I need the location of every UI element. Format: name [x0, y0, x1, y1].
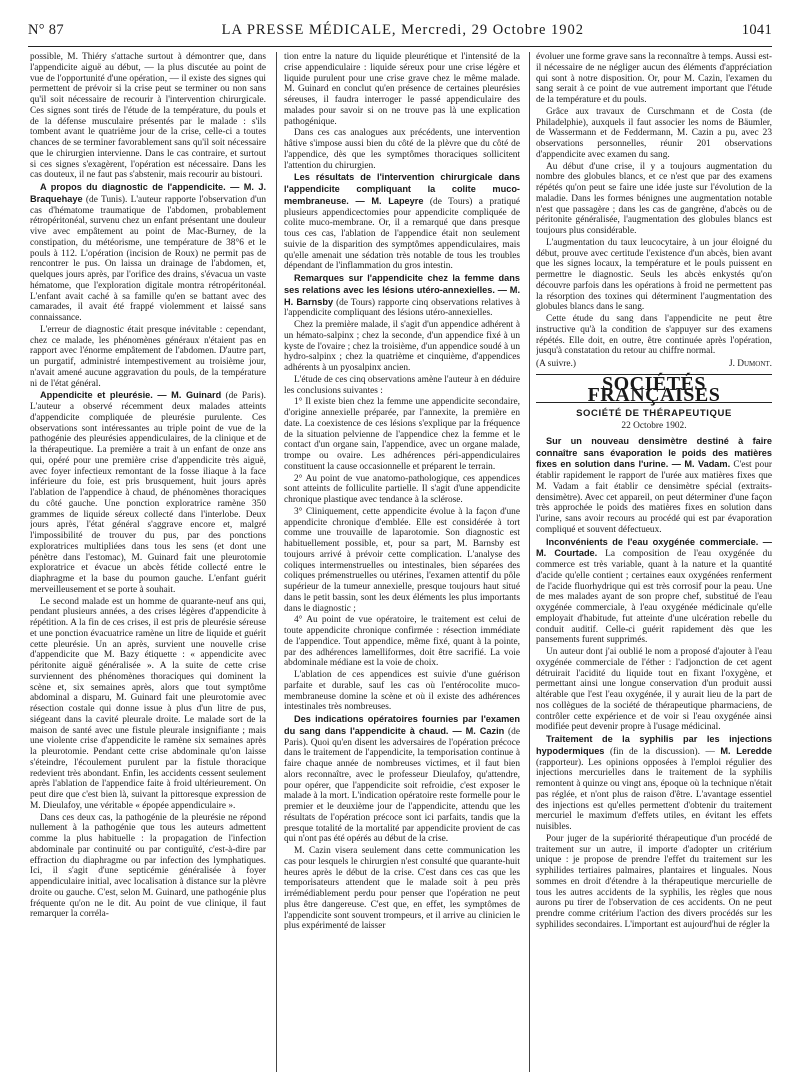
paragraph — [284, 714, 520, 845]
column-divider — [276, 52, 277, 1072]
paragraph: 4° Au point de vue opératoire, le traitement est celui de toute appendicite chronique confirmée : résection immédiate de l'appendice. Tout appendice, même fixé, quant à la pointe, par des adhérences lamelliformes, doit être sacrifié. La voie abdominale médiane est la voie de choix. — [284, 615, 520, 669]
column-1 — [30, 52, 266, 1074]
paragraph: tion entre la nature du liquide pleurétique et l'intensité de la crise appendiculaire : liquide séreux pour une crise légère et liquide purulent pour une crise grave chez le même malade. M. Guinard en conclut qu'en présence de certaines pleurésies séreuses, il faudra interroger le passé appendiculaire des malades pour savoir si on ne trouve pas là une explication pathogénique. — [284, 52, 520, 127]
paragraph: Grâce aux travaux de Curschmann et de Costa (de Philadelphie), auxquels il faut associer les noms de Bäumler, de Wassermann et de Feddermann, M. Cazin a pu, avec 23 observations personnelles, réunir 201 observations d'appendicite avec examen du sang. — [536, 106, 772, 160]
paragraph: Cette étude du sang dans l'appendicite ne peut être instructive qu'à la condition de s'appuyer sur des examens répétés. Elle doit, en outre, être continuée après l'opération, jusqu'à constatation du retour au chiffre normal. — [536, 314, 772, 357]
paragraph-text: (de Tours) rapporte cinq observations relatives à l'appendicite compliquant des lésions utéro-annexielles. — [284, 297, 520, 319]
paragraph — [536, 436, 772, 536]
column-3 — [536, 52, 772, 1074]
paragraph: possible, M. Thiéry s'attache surtout à démontrer que, dans l'appendicite aiguë au début, — la plus discutée au point de vue de l'opportunité d'une opération, — il existe des signes qui permettent de prévoir si la crise peut se terminer ou non sans qu'il soit nécessaire de recourir à l'intervention chirurgicale. Ces signes sont tirés de l'étude de la température, du pouls et de la défense musculaire présentés par le malade : s'ils tombent avant le quatrième jour de la crise, celle-ci a toutes chances de se terminer favorablement sans qu'il soit nécessaire que le chirurgien intervienne. Dans le cas contraire, et surtout si ces signes s'exagèrent, l'opération est nécessaire. Dans les cas douteux, il ne faut pas s'abstenir, mais recourir au bistouri. — [30, 52, 266, 181]
article-footer — [536, 359, 772, 370]
paragraph: Dans ces cas analogues aux précédents, une intervention hâtive s'impose aussi bien du côté de la plèvre que du côté de l'appendice, dès que les symptômes thoraciques sollicitent l'attention du chirurgien. — [284, 128, 520, 171]
paragraph: Le second malade est un homme de quarante-neuf ans qui, pendant plusieurs années, a des crises légères d'appendicite à répétition. A la fin de ces crises, il est pris de pleurésie séreuse et une ponction évacuatrice ramène un litre de liquide et guérit cette pleurésie. Un an après, survient une nouvelle crise d'appendicite que M. Bazy étiquette : « appendicite avec péritonite aiguë généralisée ». A la suite de cette crise surviennent des phénomènes thoraciques qui dominent la scène et, six semaines après, alors que tout symptôme abdominal a disparu, M. Guinard fait une pleurotomie avec résection costale qui donne issue à plus d'un litre de pus, siégeant dans la cavité pleurale droite. Le malade sort de la maison de santé avec une fistule pleurale insignifiante ; mais une violente crise d'appendicite le ramène six semaines après la pleurotomie. Pendant cette crise abdominale qu'on laisse s'éteindre, l'écoulement purulent par la fistule thoracique redevient très abondant. Enfin, les accidents cessent seulement après l'ablation de l'appendice faite à froid ultérieurement. On peut dire que c'est bien là, suivant la pittoresque expression de M. Dieulafoy, une véritable « épopée appendiculaire ». — [30, 596, 266, 811]
paragraph: L'augmentation du taux leucocytaire, à un jour éloigné du début, prouve avec certitude l'existence d'un abcès, bien avant que les signes locaux, la température et le pouls puissent en permettre le diagnostic. Seuls les abcès enkystés qu'on découvre parfois dans les opérations à froid ne permettent pas la résorption des toxines qui déterminent l'augmentation des globules blancs dans le sang. — [536, 237, 772, 313]
article-heading: Traitement de la syphilis par les injections hypodermiques — [536, 734, 772, 756]
paragraph-text: (de Tours) a pratiqué plusieurs appendicectomies pour appendicite compliquée de colite muco-membrane. Or, il a remarqué que dans presque tous ces cas, l'ablation de l'appendice était non seulement suivie de la disparition des symptômes appendiculaires, mais qu'elle amenait une sédation très notable de tous les troubles dépendant de l'inflammation du gros intestin. — [284, 196, 520, 272]
paragraph: M. Cazin visera seulement dans cette communication les cas pour lesquels le chirurgien n'est consulté que quarante-huit heures après le début de la crise. C'est dans ces cas que les temporisateurs attendent que le malade soit à peu près irrémédiablement perdu pour penser que l'opération ne peut plus être dangereuse. C'est que, en effet, les symptômes de l'appendicite sont souvent trompeurs, et il arrive au clinicien le plus expérimenté de laisser — [284, 846, 520, 932]
author-name: M. Leredde — [720, 745, 772, 756]
paragraph: L'étude de ces cinq observations amène l'auteur à en déduire les conclusions suivantes : — [284, 374, 520, 396]
article-heading: Appendicite et pleurésie. — M. Guinard — [40, 390, 222, 401]
paragraph — [536, 537, 772, 647]
article-heading: Remarques sur l'appendicite chez la femme dans ses relations avec les lésions utéro-annexielles. — M. H. Barnsby — [284, 273, 520, 307]
paragraph-text: (de Paris). Quoi qu'en disent les adversaires de l'opération précoce dans le traitement de l'appendicite, la temporisation continue à faire chaque année de nombreuses victimes, et il faut bien alors reconnaître, avec le professeur Dieulafoy, qu'attendre, pour opérer, que l'appendicite soit refroidie, c'est exposer le malade à la mort. L'indication opératoire reste formelle pour le premier et le deuxième jour de l'appendicite, attendu que les résultats de l'opération précoce sont ici parfaits, tandis que la presque totalité de la mortalité par appendicite provient de cas qui n'ont pas été opérés au début de la crise. — [284, 726, 520, 845]
article-heading: Inconvénients de l'eau oxygénée commerciale. — M. Courtade. — [536, 536, 772, 559]
paragraph: Dans ces deux cas, la pathogénie de la pleurésie ne répond nullement à la pathogénie que tous les auteurs admettent comme la plus habituelle : la propagation de l'infection abdominale par continuité ou par contiguïté, c'est-à-dire par effraction du diaphragme ou par infection des lymphatiques. Ici, il s'agit d'une septicémie généralisée à foyer appendiculaire initial, avec localisation à distance sur la plèvre droite ou gauche. C'est, selon M. Guinard, une pathogénie plus fréquente qu'on ne le dit. Au point de vue clinique, il faut remarquer la corréla- — [30, 812, 266, 920]
paragraph-text: (de Paris). L'auteur a observé récemment deux malades atteints d'appendicite compliquée de pleurésie purulente. Ces observations sont intéressantes au triple point de vue de la pathogénie des pleurésies appendiculaires, de la clinique et de la thérapeutique. La première a trait à un enfant de onze ans qui, opéré pour une première crise d'appendicite très aiguë, avec foyer infectieux remontant de la fosse iliaque à la face inférieure du foie, est pris brusquement, huit jours après l'ablation de l'appendice à chaud, de phénomènes thoraciques du côté gauche. Une ponction exploratrice ramène 350 grammes de liquide séreux collecté dans l'interlobe. Deux jours après, l'état général s'aggrave encore et, malgré l'impossibilité de trouver du pus, par des ponctions exploratrices multipliées dans tous les sens (et dont une pénètre dans l'estomac), M. Guinard fait une pleurotomie exploratrice et évacue un abcès fétide collecté entre le diaphragme et la base du poumon gauche. L'enfant guérit merveilleusement et se porte à souhait. — [30, 391, 266, 595]
paragraph-text: (rapporteur). Les opinions opposées à l'emploi régulier des injections mercurielles dans le traitement de la syphilis remontent à quinze ou vingt ans, époque où la technique n'était pas réglée, et n'ont plus de raison d'être. L'avantage essentiel des injections est qu'elles permettent d'obtenir du traitement mercuriel le maximum d'effets utiles, en évitant les effets nuisibles. — [536, 757, 772, 832]
paragraph — [284, 273, 520, 319]
paragraph-text: (fin de la discussion). — — [604, 746, 721, 757]
paragraph — [30, 182, 266, 324]
section-title: SOCIÉTÉS FRANÇAISES — [536, 374, 772, 404]
paragraph — [30, 390, 266, 595]
column-divider — [529, 52, 530, 1072]
paragraph: Un auteur dont j'ai oublié le nom a proposé d'ajouter à l'eau oxygénée commerciale de l'éther : l'adjonction de cet agent détruirait l'acidité du liquide tout en fixant l'oxygène, et permettant ainsi une longue conservation d'un produit aussi altérable que l'est l'eau oxygénée, il y aurait lieu de la part de nos collègues de la société de thérapeutique pharmaciens, de contrôler cette expérience et de voir si l'eau oxygénée ainsi modifiée peut devenir propre à l'usage médicinal. — [536, 647, 772, 733]
paragraph: L'erreur de diagnostic était presque inévitable : cependant, chez ce malade, les phénomènes généraux n'étaient pas en rapport avec l'énorme empâtement de l'abdomen. D'autre part, un purgatif, administré intempestivement au troisième jour, n'avait amené aucune aggravation du pouls, de la température ni de l'état général. — [30, 324, 266, 389]
article-heading: Sur un nouveau densimètre destiné à faire connaître sans évaporation le poids des matières fixes en solution dans l'urine. — M. Vadam. — [536, 435, 772, 470]
session-date: 22 Octobre 1902. — [621, 421, 687, 431]
page-header — [28, 22, 772, 42]
paragraph: L'ablation de ces appendices est suivie d'une guérison parfaite et durable, sauf les cas où l'entérocolite muco-membraneuse domine la scène et où il existe des adhérences intestinales très nombreuses. — [284, 670, 520, 713]
page-number: 1041 — [741, 22, 772, 38]
paragraph — [536, 734, 772, 833]
article-heading: Les résultats de l'intervention chirurgicale dans l'appendicite compliquant la colite muco-membraneuse. — M. Lapeyre — [284, 172, 520, 206]
header-rule — [28, 46, 772, 47]
issue-number: N° 87 — [28, 22, 64, 38]
paragraph: Chez la première malade, il s'agit d'un appendice adhérent à un hémato-salpinx ; chez la seconde, d'un appendice fixé à un kyste de l'ovaire ; chez la troisième, d'un appendice soudé à un hydro-salpinx ; chez la quatrième et cinquième, d'appendices adhérents à un pyosalpinx ancien. — [284, 320, 520, 373]
paragraph: 3° Cliniquement, cette appendicite évolue à la façon d'une appendicite chronique d'emblée. Elle est considérée à tort comme une trouvaille de laparotomie. Son diagnostic est habituellement possible, et, pour sa part, M. Barnsby est toujours arrivé à prévoir cette complication. L'analyse des coliques intermenstruelles ou intestinales, bien séparées des coliques prémenstruelles ou utérines, l'examen attentif du pôle supérieur de la tumeur annexielle, presque toujours haut situé dans le petit bassin, sont les deux éléments les plus importants dans le diagnostic ; — [284, 506, 520, 614]
paragraph-text: (de Tunis). L'auteur rapporte l'observation d'un cas d'hématome traumatique de l'abdomen, probablement rétropéritonéal, survenu chez un enfant présentant une douleur vive avec empâtement au point de Mac-Burney, de la constipation, du météorisme, une température de 38°6 et le pouls à 112. L'opération (incision de Roux) ne permit pas de rencontrer le pus. On laissa un drainage de l'abdomen, et, quelques jours après, par l'orifice des drains, s'évacua un vaste hématome, que l'exploration digitale montra rétropéritonéal. L'enfant avait caché à sa famille qu'en se battant avec des camarades, il avait été frappé violemment et laissé sans connaissance. — [30, 194, 266, 323]
paragraph: 2° Au point de vue anatomo-pathologique, ces appendices sont atteints de folliculite partielle. Il s'agit d'une appendicite chronique plastique avec tendance à la sclérose. — [284, 473, 520, 505]
journal-title: LA PRESSE MÉDICALE, Mercredi, 29 Octobre 1902 — [221, 22, 585, 38]
article-heading: Des indications opératoires fournies par l'examen du sang dans l'appendicite à chaud. — M. Cazin — [284, 714, 520, 736]
column-2 — [284, 52, 520, 1074]
paragraph: Pour juger de la supériorité thérapeutique d'un procédé de traitement sur un autre, il importe d'adopter un critérium unique : je propose de prendre l'effet du traitement sur les syphilides tertiaires palmaires, plantaires et linguales. Nous sommes en droit d'étendre à la thérapeutique mercurielle de tous les autres accidents de la syphilis, les règles que nous aurons pu tirer de l'observation de ces accidents. On ne peut prendre comme critérium l'action des divers procédés sur les syphilides secondaires. L'important est aujourd'hui de régler la — [536, 833, 772, 930]
paragraph: évoluer une forme grave sans la reconnaître à temps. Aussi est-il nécessaire de ne négliger aucun des éléments d'appréciation qui sont à notre disposition. Or, pour M. Cazin, l'examen du sang serait à ce point de vue autrement important que l'étude de la température et du pouls. — [536, 52, 772, 105]
paragraph: Au début d'une crise, il y a toujours augmentation du nombre des globules blancs, et ce n'est que par des examens répétés qu'on peut se faire une idée juste sur l'évolution de la maladie. Dans les formes bénignes une augmentation notable n'est que passagère ; dans les cas de gangrène, d'abcès ou de péritonite généralisée, l'augmentation des globules blancs est toujours plus considérable. — [536, 161, 772, 236]
paragraph — [284, 172, 520, 272]
society-name: SOCIÉTÉ DE THÉRAPEUTIQUE — [576, 408, 732, 420]
paragraph: 1° Il existe bien chez la femme une appendicite secondaire, d'origine annexielle préparée, par l'annexite, la première en date. La coexistence de ces lésions s'explique par la fréquence de la situation pelvienne de l'appendice chez la femme et le contact d'un organe sain, l'appendice, avec un organe malade, trompe ou ovaire. Les adhérences péri-appendiculaires constituent la cause occasionnelle et préparent le terrain. — [284, 397, 520, 472]
author-signature: J. Dumont. — [728, 359, 772, 369]
paragraph-text: C'est pour établir rapidement le rapport de l'urée aux matières fixes que M. Vadam a fait établir ce densimètre spécial (extraits-densimètre). Avec cet appareil, on peut déterminer d'une façon très approchée le poids des matières fixes en solution dans l'urine, sans avoir recours au procédé qui est par évaporation compliqué et souvent défectueux. — [536, 460, 772, 535]
paragraph-text: La composition de l'eau oxygénée du commerce est très variable, quant à la nature et la quantité d'acide qu'elle contient ; certaines eaux oxygénées renferment de l'acide fluorhydrique qui est très corrosif pour la peau. Une de mes malades ayant de son propre chef, substitué de l'eau oxygénée commerciale, à l'eau oxygénée médicinale qu'elle employait d'habitude, fut atteinte d'une ulcération rebelle du conduit auditif. Celle-ci guérit rapidement dès que les pansements furent supprimés. — [536, 549, 772, 646]
to-be-continued: (A suivre.) — [536, 359, 576, 369]
article-heading: A propos du diagnostic de l'appendicite. — M. J. Braquehaye — [30, 182, 266, 204]
